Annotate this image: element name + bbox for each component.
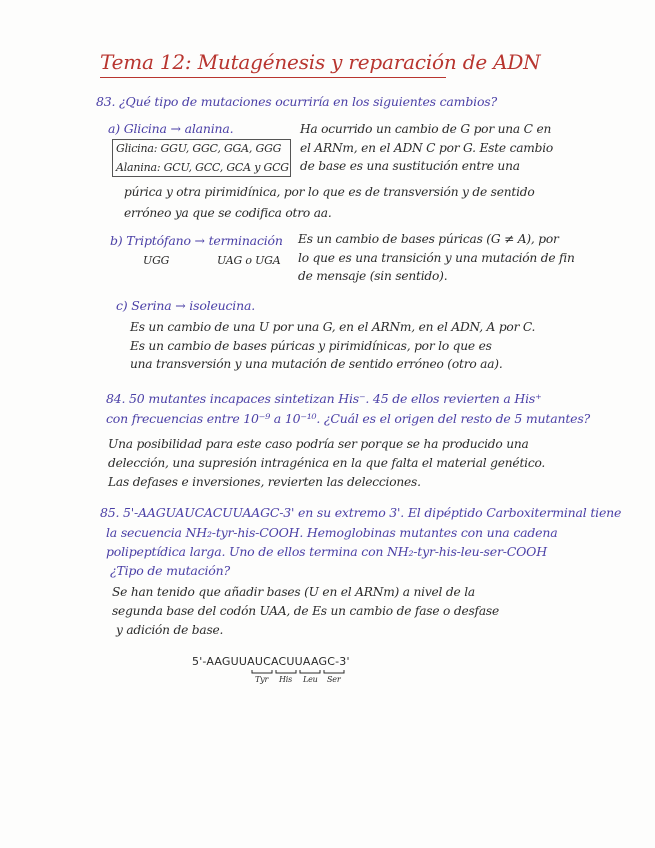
q83-a-answer-1: Ha ocurrido un cambio de G por una C en	[300, 122, 552, 136]
q85-answer-2: segunda base del codón UAA, de Es un cambio de fase o desfase	[112, 604, 499, 618]
q83-b-answer-3: de mensaje (sin sentido).	[298, 269, 448, 283]
q84-question-1: 84. 50 mutantes incapaces sintetizan His⁻. 45 de ellos revierten a His⁺	[106, 391, 542, 406]
aa-leu: Leu	[303, 675, 318, 684]
q83-a-label: a) Glicina → alanina.	[108, 121, 234, 136]
page-title: Tema 12: Mutagénesis y reparación de ADN	[100, 50, 541, 74]
q83-c-answer-1: Es un cambio de una U por una G, en el ARNm, en el ADN, A por C.	[130, 320, 536, 334]
codon-box-line1: Glicina: GGU, GGC, GGA, GGG	[116, 142, 282, 155]
bracket-tyr	[252, 670, 272, 673]
title-underline	[100, 77, 446, 78]
q83-c-label: c) Serina → isoleucina.	[116, 298, 255, 313]
q84-answer-1: Una posibilidad para este caso podría ser porque se ha producido una	[108, 437, 529, 451]
q83-b-answer-1: Es un cambio de bases púricas (G ≠ A), por	[298, 232, 559, 246]
q83-c-answer-2: Es un cambio de bases púricas y pirimidínicas, por lo que es	[130, 339, 492, 353]
bracket-ser	[324, 670, 344, 673]
q85-question-3: polipeptídica larga. Uno de ellos termina con NH₂-tyr-his-leu-ser-COOH	[106, 544, 547, 559]
q83-b-answer-2: lo que es una transición y una mutación de fin	[298, 251, 575, 265]
codon-box-line2: Alanina: GCU, GCC, GCA y GCG	[116, 161, 289, 174]
q83-b-label: b) Triptófano → terminación	[110, 233, 283, 248]
q85-answer-1: Se han tenido que añadir bases (U en el ARNm) a nivel de la	[112, 585, 475, 599]
q83-b-codon-left: UGG	[143, 254, 170, 267]
q84-question-2: con frecuencias entre 10⁻⁹ a 10⁻¹⁰. ¿Cuál es el origen del resto de 5 mutantes?	[106, 411, 591, 426]
q84-answer-3: Las defases e inversiones, revierten las delecciones.	[108, 475, 421, 489]
q83-question: 83. ¿Qué tipo de mutaciones ocurriría en los siguientes cambios?	[96, 94, 497, 109]
q85-question-1: 85. 5'-AAGUAUCACUUAAGC-3' en su extremo 3'. El dipéptido Carboxiterminal tiene	[100, 505, 622, 520]
q85-sequence: 5'-AAGUUAUCACUUAAGC-3'	[192, 655, 350, 668]
aa-tyr: Tyr	[255, 675, 269, 684]
q85-question-4: ¿Tipo de mutación?	[110, 563, 230, 578]
aa-ser: Ser	[327, 675, 341, 684]
q83-c-answer-3: una transversión y una mutación de sentido erróneo (otro aa).	[130, 357, 503, 371]
q83-a-answer-4: púrica y otra pirimidínica, por lo que es de transversión y de sentido	[124, 185, 535, 199]
q85-question-2: la secuencia NH₂-tyr-his-COOH. Hemoglobinas mutantes con una cadena	[106, 525, 558, 540]
bracket-his	[276, 670, 296, 673]
q83-a-answer-2: el ARNm, en el ADN C por G. Este cambio	[300, 141, 554, 155]
q83-a-answer-5: erróneo ya que se codifica otro aa.	[124, 206, 332, 220]
aa-his: His	[279, 675, 293, 684]
q83-a-answer-3: de base es una sustitución entre una	[300, 159, 520, 173]
q85-answer-3: y adición de base.	[116, 623, 224, 637]
q84-answer-2: delección, una supresión intragénica en la que falta el material genético.	[108, 456, 546, 470]
q83-b-codon-right: UAG o UGA	[217, 254, 281, 267]
bracket-leu	[300, 670, 320, 673]
